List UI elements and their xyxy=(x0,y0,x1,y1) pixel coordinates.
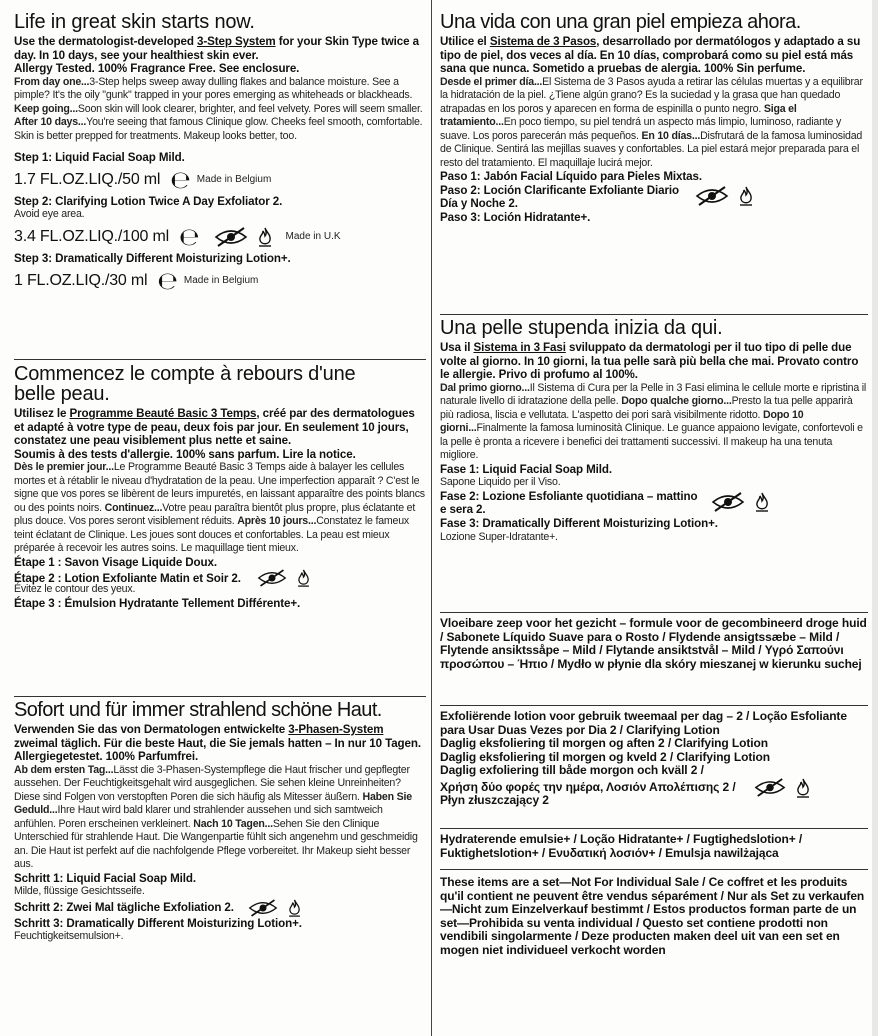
moisturizer-translations: Hydraterende emulsie+ / Loção Hidratante+ / Fugtighedslotion+ / Fuktighetslotion+ / Ενυδατική λοσιόν+ / Emulsja nawilżająca xyxy=(440,832,803,860)
box-moisturizer-translations xyxy=(440,833,868,860)
french-intro xyxy=(14,407,426,448)
english-size-row-2 xyxy=(14,222,426,251)
warning-icons xyxy=(695,186,753,206)
warning-icons xyxy=(257,569,310,587)
spanish-intro-text: Utilice el xyxy=(440,35,490,48)
spanish-step-2-text xyxy=(440,184,679,211)
spanish-step-3: Paso 3: Loción Hidratante+. xyxy=(440,211,591,225)
section-french xyxy=(14,364,426,611)
lotion-translations-3: Daglig eksfoliering til morgen og kveld 2 / Clarifying Lotion xyxy=(440,749,770,764)
warning-icons xyxy=(711,492,769,512)
italian-step-2a: Fase 2: Lozione Esfoliante quotidiana – mattino xyxy=(440,489,698,503)
german-intro-text: Verwenden Sie das von Dermatologen entwickelte xyxy=(14,723,289,736)
warning-icons xyxy=(214,227,272,247)
french-system-name: Programme Beauté Basic 3 Temps xyxy=(69,407,257,420)
eye-crossed-icon xyxy=(711,492,745,512)
italian-intro-text: Usa il xyxy=(440,341,474,354)
german-intro xyxy=(14,723,426,764)
italian-step-1: Fase 1: Liquid Facial Soap Mild. xyxy=(440,462,613,476)
french-step-1: Étape 1 : Savon Visage Liquide Doux. xyxy=(14,555,217,569)
eye-crossed-icon xyxy=(248,899,278,917)
box-set-notice xyxy=(440,876,868,957)
section-german xyxy=(14,700,426,944)
spanish-body-lead-1: Desde el primer día... xyxy=(440,75,543,88)
italian-intro xyxy=(440,341,868,382)
box-lotion-translations xyxy=(440,710,868,807)
english-body-text-3: You're seeing that famous Clinique glow. Cheeks feel smooth, comfortable. Skin is better prepped for treatments. Makeup looks better, too. xyxy=(14,116,423,142)
english-size-row-1 xyxy=(14,165,426,194)
warning-icons xyxy=(754,778,810,798)
page-edge xyxy=(872,0,878,1036)
english-body xyxy=(14,76,426,144)
size-2: 3.4 FL.OZ.LIQ./100 ml xyxy=(14,227,169,245)
french-body xyxy=(14,461,426,556)
section-divider xyxy=(14,696,426,697)
spanish-intro xyxy=(440,35,868,76)
lotion-translations-4: Daglig exfoliering till både morgon och kväll 2 / xyxy=(440,763,704,777)
spanish-body-text-3: Disfrutará de la famosa luminosidad de Clinique. Sentirá las mejillas suaves y confortables. La piel estará mejor preparada para el resto del tratamiento. El maquillaje lucirá mejor. xyxy=(440,129,863,169)
eye-crossed-icon xyxy=(214,227,248,247)
italian-step-2-row xyxy=(440,490,868,517)
english-allergy: Allergy Tested. 100% Fragrance Free. See enclosure. xyxy=(14,62,300,76)
german-body xyxy=(14,764,426,872)
german-body-text-2: Ihre Haut wird bald klarer und strahlender aussehen und sich samtweich anfühlen. Poren erscheinen verkleinert. xyxy=(14,804,383,830)
french-body-lead-1: Dès le premier jour... xyxy=(14,461,114,474)
italian-title: Una pelle stupenda inizia da qui. xyxy=(440,317,723,339)
spanish-body-text-2: En poco tiempo, su piel tendrá un aspecto más limpio, luminoso, radiante y suave. Los poros parecerán más pequeños. xyxy=(440,116,842,142)
french-step-2: Étape 2 : Lotion Exfoliante Matin et Soir 2. xyxy=(14,571,241,585)
english-intro-text-2: for your Skin Type twice a day. In 10 days, see your healthiest skin ever. xyxy=(14,35,419,62)
german-step-2: Schritt 2: Zwei Mal tägliche Exfoliation 2. xyxy=(14,901,234,915)
italian-body-lead-2: Dopo qualche giorno... xyxy=(621,395,732,408)
set-notice: These items are a set—Not For Individual Sale / Ce coffret et les produits qu'il contient ne peuvent être vendus séparément / Nur als Set zu verkaufen—Nicht zum Einzelverkauf bestimmt / Estos productos forman parte de un set—Prohibida su venta individual / Questo set contiene prodotti non vendibili singolarmente / Deze producten maken deel uit van een set en mogen niet individueel verkocht worden xyxy=(440,875,865,957)
italian-body-lead-1: Dal primo giorno... xyxy=(440,381,530,394)
german-body-lead-1: Ab dem ersten Tag... xyxy=(14,763,114,776)
lotion-translations-5: Χρήση δύο φορές την ημέρα, Λοσιόν Απολέπισης 2 / xyxy=(440,779,736,794)
spanish-step-2-row xyxy=(440,184,868,211)
size-3: 1 FL.OZ.LIQ./30 ml xyxy=(14,271,148,289)
english-body-lead-2: Keep going... xyxy=(14,102,78,115)
spanish-body-text-1: El Sistema de 3 Pasos ayuda a retirar las células muertas y a equilibrar la hidratación de la piel. ¿Tiene algún grano? Es la suciedad y la grasa que han quedado atrapadas en los poros y aparecen en forma de espinilla o punto negro. xyxy=(440,75,863,115)
italian-system-name: Sistema in 3 Fasi xyxy=(473,341,566,354)
size-1: 1.7 FL.OZ.LIQ./50 ml xyxy=(14,170,161,188)
french-allergy: Soumis à des tests d'allergie. 100% sans parfum. Lire la notice. xyxy=(14,447,356,461)
estimated-sign-icon: ℮ xyxy=(157,266,178,295)
flame-icon xyxy=(288,899,301,917)
german-title: Sofort und für immer strahlend schöne Haut. xyxy=(14,699,382,721)
english-title: Life in great skin starts now. xyxy=(14,11,255,33)
italian-body-text-1: Il Sistema di Cura per la Pelle in 3 Fasi elimina le cellule morte e ripristina il naturale livello di idratazione della pelle. xyxy=(440,381,867,408)
italian-body-lead-3: Dopo 10 giorni... xyxy=(440,408,804,435)
italian-step-3: Fase 3: Dramatically Different Moisturizing Lotion+. xyxy=(440,517,718,531)
italian-body-text-3: Finalmente la famosa luminosità Clinique. Le guance appaiono levigate, confortevoli e la pelle è pronta a ricevere i benefici dei trattamenti successivi. Il makeup ha una tenuta migliore. xyxy=(440,422,863,462)
french-step-3: Étape 3 : Émulsion Hydratante Tellement Différente+. xyxy=(14,596,301,610)
english-body-lead-3: After 10 days... xyxy=(14,116,87,129)
eye-crossed-icon xyxy=(695,186,729,206)
english-intro-text: Use the dermatologist-developed xyxy=(14,35,197,48)
flame-icon xyxy=(796,778,810,798)
english-step-3: Step 3: Dramatically Different Moisturizing Lotion+. xyxy=(14,251,291,265)
german-intro-text-2: zweimal täglich. Für die beste Haut, die Sie jemals hatten – In nur 10 Tagen. Allergiegetestet. 100% Parfumfrei. xyxy=(14,736,421,764)
italian-step-1-sub: Sapone Liquido per il Viso. xyxy=(440,476,561,489)
section-divider xyxy=(440,869,868,870)
english-body-text-2: Soon skin will look clearer, brighter, and feel velvety. Pores will seem smaller. xyxy=(77,102,423,115)
section-divider xyxy=(440,314,868,315)
section-spanish xyxy=(440,12,868,225)
french-body-lead-2: Continuez... xyxy=(104,501,163,514)
made-in-3: Made in Belgium xyxy=(183,275,259,287)
section-divider xyxy=(440,828,868,829)
english-step-2: Step 2: Clarifying Lotion Twice A Day Exfoliator 2. xyxy=(14,194,283,208)
italian-body xyxy=(440,382,868,463)
german-step-3: Schritt 3: Dramatically Different Moisturizing Lotion+. xyxy=(14,916,302,930)
english-avoid-eye: Avoid eye area. xyxy=(14,208,85,221)
italian-step-3-sub: Lozione Super-Idratante+. xyxy=(440,530,558,543)
german-body-lead-2: Haben Sie Geduld... xyxy=(14,790,412,817)
lotion-translations-6: Płyn złuszczający 2 xyxy=(440,792,549,807)
german-body-text-3: Sehen Sie den Clinique Unterschied für strahlende Haut. Die Wangenpartie fühlt sich angenehm und geschmeidig an. Die Haut ist perfekt auf die nachfolgende Pflege vorbereitet. Ihr Makeup sieht besser aus. xyxy=(14,817,418,871)
soap-translations: Vloeibare zeep voor het gezicht – formule voor de gecombineerd droge huid / Sabonete Líquido Suave para o Rosto / Flydende ansigtssæbe – Mild / Flytende ansiktssåpe – Mild / Flytande ansiktstvål – Mild / Υγρό Σαπούνι προσώπου – Ήπιο / Mydło w płynie dla skóry mieszanej w kierunku suchej xyxy=(440,616,867,671)
box-soap-translations xyxy=(440,617,868,671)
estimated-sign-icon: ℮ xyxy=(178,222,200,251)
english-size-row-3 xyxy=(14,266,426,295)
column-divider xyxy=(431,0,432,1036)
english-system-name: 3-Step System xyxy=(196,35,276,48)
flame-icon xyxy=(739,186,753,206)
english-intro xyxy=(14,35,426,62)
german-body-lead-3: Nach 10 Tagen... xyxy=(193,817,273,830)
french-intro-text: Utilisez le xyxy=(14,407,70,420)
spanish-body-lead-3: En 10 días... xyxy=(641,129,701,142)
italian-body-text-2: Presto la tua pelle apparirà più radiosa, liscia e vellutata. L'aspetto dei pori sarà visibilmente ridotto. xyxy=(440,395,853,421)
section-english xyxy=(14,11,426,295)
german-body-text-1: Lässt die 3-Phasen-Systempflege die Haut frischer und gepflegter aussehen. Der Feuchtigkeitsgehalt wird ausgeglichen. Sie sehen kleine Unreinheiten? Diese sind Folgen von verstopften Poren die sich häufig als Mitesser äußern. xyxy=(14,763,410,803)
made-in-1: Made in Belgium xyxy=(196,174,272,186)
french-body-text-1: Le Programme Beauté Basic 3 Temps aide à balayer les cellules mortes et à rétablir le niveau d'hydratation de la peau. Une imperfection apparaît ? C'est le signe que vos pores se libèrent de leurs impuretés, en laissant apparaître des points blancs ou des points noirs. xyxy=(14,461,425,514)
french-title-2: belle peau. xyxy=(14,383,110,405)
spanish-step-2a: Paso 2: Loción Clarificante Exfoliante Diario xyxy=(440,183,680,197)
german-step-1: Schritt 1: Liquid Facial Soap Mild. xyxy=(14,871,197,885)
french-avoid-eye: Évitez le contour des yeux. xyxy=(14,583,136,596)
italian-step-2-text xyxy=(440,490,697,517)
english-body-text-1: 3-Step helps sweep away dulling flakes and balance moisture. See a pimple? It's the oily "gunk" trapped in your pores emerging as whiteheads or blackheads. xyxy=(14,75,413,102)
section-divider xyxy=(440,612,868,613)
warning-icons xyxy=(248,899,301,917)
german-step-2-row xyxy=(14,899,426,917)
french-body-text-3: Constatez le fameux teint éclatant de Clinique. Les joues sont douces et confortables. La peau est mieux préparée à recevoir les autres soins. Le maquillage tient mieux. xyxy=(14,515,409,555)
german-step-1-sub: Milde, flüssige Gesichtsseife. xyxy=(14,885,145,898)
flame-icon xyxy=(297,569,310,587)
german-system-name: 3-Phasen-System xyxy=(288,723,384,736)
english-body-lead-1: From day one... xyxy=(14,75,90,88)
section-divider xyxy=(440,705,868,706)
french-intro-text-2: , créé par des dermatologues et adapté à votre type de peau, deux fois par jour. En seulement 10 jours, constatez une peau visiblement plus nette et saine. xyxy=(14,407,415,448)
english-step-1: Step 1: Liquid Facial Soap Mild. xyxy=(14,151,185,165)
spanish-step-1: Paso 1: Jabón Facial Líquido para Pieles Mixtas. xyxy=(440,170,702,184)
german-step-3-sub: Feuchtigkeitsemulsion+. xyxy=(14,930,124,943)
spanish-intro-text-2: , desarrollado por dermatólogos y adaptado a su tipo de piel, dos veces al día. En 10 días, comprobará como su piel está más sana que nunca. Sometido a pruebas de alergia. 100% Sin perfume. xyxy=(440,35,861,76)
section-italian xyxy=(440,318,868,544)
section-divider xyxy=(14,359,426,360)
spanish-body-lead-2: Siga el tratamiento... xyxy=(440,102,797,129)
lotion-translations-1: Exfoliërende lotion voor gebruik tweemaal per dag – 2 / Loção Esfoliante para Usar Duas Vezes por Dia 2 / Clarifying Lotion xyxy=(440,709,847,737)
french-body-text-2: Votre peau paraîtra bientôt plus propre, plus éclatante et plus douce. Vos pores seront visiblement réduits. xyxy=(14,501,416,528)
french-title-1: Commencez le compte à rebours d'une xyxy=(14,363,356,385)
lotion-translations-2: Daglig eksfoliering til morgen og aften 2 / Clarifying Lotion xyxy=(440,736,768,750)
italian-step-2b: e sera 2. xyxy=(440,503,486,517)
made-in-2: Made in U.K xyxy=(285,231,341,243)
spanish-step-2b: Día y Noche 2. xyxy=(440,197,518,211)
french-body-lead-3: Après 10 jours... xyxy=(237,515,317,528)
spanish-body xyxy=(440,76,868,171)
eye-crossed-icon xyxy=(257,569,287,587)
flame-icon xyxy=(755,492,769,512)
spanish-title: Una vida con una gran piel empieza ahora. xyxy=(440,11,801,33)
flame-icon xyxy=(258,227,272,247)
estimated-sign-icon: ℮ xyxy=(170,165,191,194)
spanish-system-name: Sistema de 3 Pasos xyxy=(489,35,597,48)
italian-intro-text-2: sviluppato da dermatologi per il tuo tipo di pelle due volte al giorno. In 10 giorni, la tua pelle sarà più bella che mai. Provato contro le allergie. Privo di profumo al 100%. xyxy=(440,341,859,382)
eye-crossed-icon xyxy=(754,778,786,797)
